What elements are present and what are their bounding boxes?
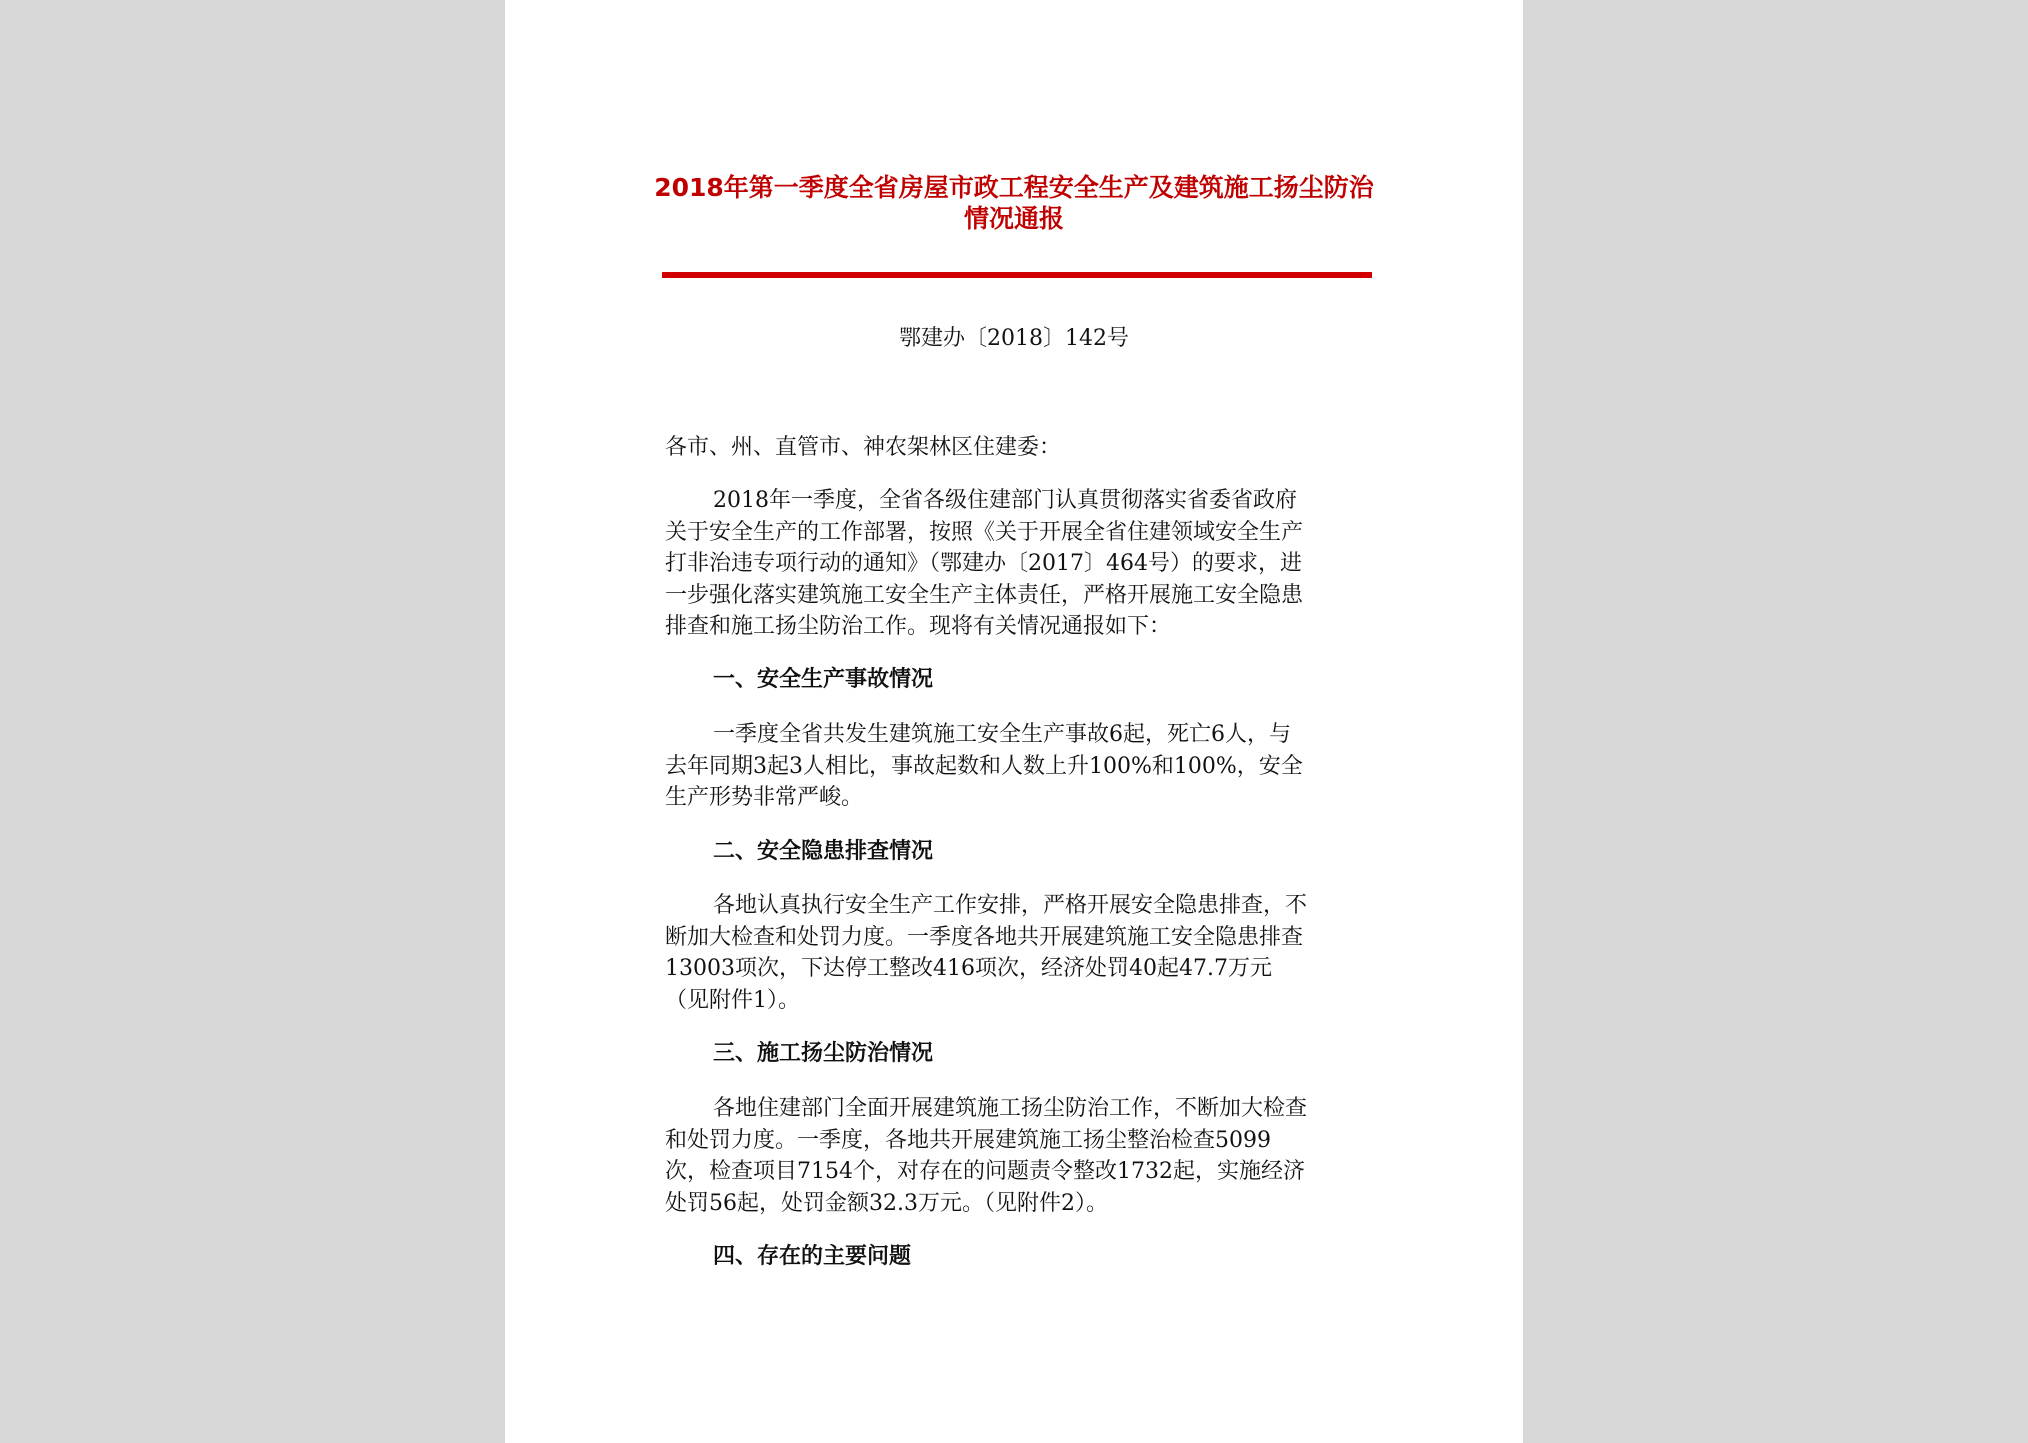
document-title — [505, 172, 1523, 234]
intro-line-3: 打非治违专项行动的通知》（鄂建办〔2017〕464号）的要求，进 — [665, 551, 1302, 576]
title-line-2: 情况通报 — [963, 204, 1064, 233]
section-2-line-4: （见附件1）。 — [665, 987, 800, 1013]
section-3-line-3: 次，检查项目7154个，对存在的问题责令整改1732起，实施经济 — [665, 1159, 1305, 1184]
intro-line-1: 2018年一季度，全省各级住建部门认真贯彻落实省委省政府 — [713, 488, 1297, 513]
section-2-paragraph — [665, 890, 1375, 1016]
section-3-line-2: 和处罚力度。一季度，各地共开展建筑施工扬尘整治检查5099 — [665, 1127, 1271, 1153]
section-heading-4: 四、存在的主要问题 — [713, 1244, 912, 1269]
section-heading-2: 二、安全隐患排查情况 — [713, 839, 934, 864]
red-header-rule — [662, 272, 1372, 278]
salutation-text: 各市、州、直管市、神农架林区住建委： — [665, 435, 1062, 460]
intro-line-4: 一步强化落实建筑施工安全生产主体责任，严格开展施工安全隐患 — [665, 582, 1304, 608]
intro-line-5: 排查和施工扬尘防治工作。现将有关情况通报如下： — [665, 614, 1172, 639]
section-2-line-1: 各地认真执行安全生产工作安排，严格开展安全隐患排查，不 — [713, 893, 1308, 918]
section-3-line-4: 处罚56起，处罚金额32.3万元。（见附件2）。 — [665, 1190, 1108, 1216]
section-1-paragraph — [665, 719, 1375, 814]
section-3-paragraph — [665, 1093, 1375, 1219]
section-1-line-2: 去年同期3起3人相比，事故起数和人数上升100%和100%，安全 — [665, 753, 1303, 779]
section-2-line-2: 断加大检查和处罚力度。一季度各地共开展建筑施工安全隐患排查 — [665, 924, 1304, 950]
title-line-1: 2018年第一季度全省房屋市政工程安全生产及建筑施工扬尘防治 — [654, 173, 1374, 202]
section-3-line-1: 各地住建部门全面开展建筑施工扬尘防治工作，不断加大检查 — [713, 1096, 1308, 1121]
intro-paragraph — [665, 485, 1375, 643]
section-heading-1: 一、安全生产事故情况 — [713, 667, 934, 692]
section-2-line-3: 13003项次，下达停工整改416项次，经济处罚40起47.7万元 — [665, 956, 1272, 981]
section-1-line-3: 生产形势非常严峻。 — [665, 785, 864, 810]
intro-line-2: 关于安全生产的工作部署，按照《关于开展全省住建领域安全生产 — [665, 519, 1304, 545]
section-1-line-1: 一季度全省共发生建筑施工安全生产事故6起，死亡6人，与 — [713, 722, 1291, 747]
section-heading-3: 三、施工扬尘防治情况 — [713, 1041, 934, 1066]
salutation — [665, 432, 1375, 464]
document-page — [505, 0, 1523, 1443]
document-number: 鄂建办〔2018〕142号 — [899, 326, 1129, 351]
